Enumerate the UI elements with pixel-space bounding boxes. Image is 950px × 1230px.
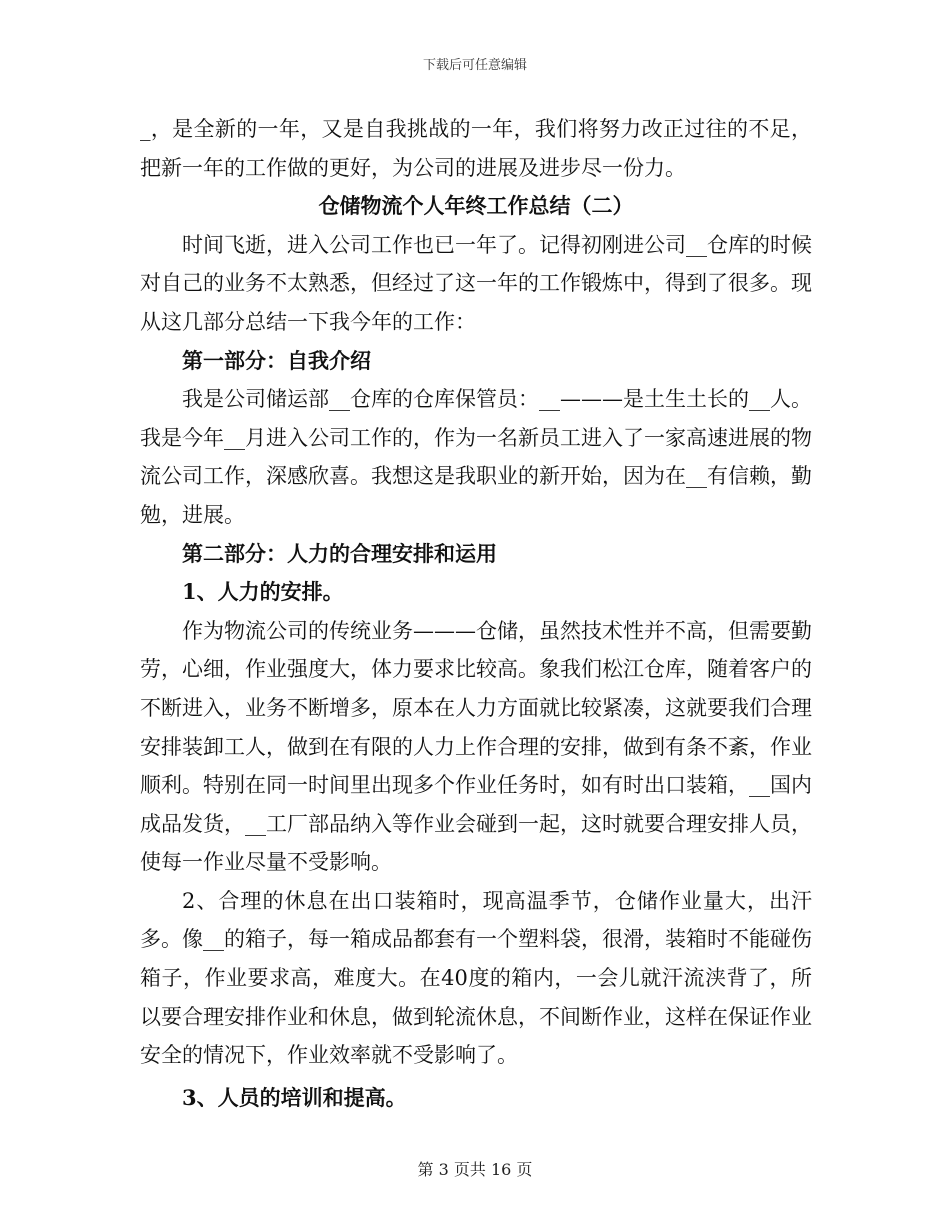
heading-part-two: 第二部分：人力的合理安排和运用 xyxy=(182,540,497,566)
paragraph-intro-continuation: _，是全新的一年，又是自我挑战的一年，我们将努力改正过往的不足，把新一年的工作做的更好，为公司的进展及进步尽一份力。 xyxy=(140,117,812,180)
page-header-note: 下载后可任意编辑 xyxy=(422,58,527,73)
paragraph-staff-arrangement: 作为物流公司的传统业务———仓储，虽然技术性并不高，但需要勤劳，心细，作业强度大，体力要求比较高。象我们松江仓库，随着客户的不断进入，业务不断增多，原本在人力方面就比较紧凑，这就要我们合理安排装卸工人，做到在有限的人力上作合理的安排，做到有条不紊，作业顺利。特别在同一时间里出现多个作业任务时，如有时出口装箱，__国内成品发货，__工厂部品纳入等作业会碰到一起，这时就要合理安排人员，使每一作业尽量不受影响。 xyxy=(140,618,812,875)
paragraph-self-intro: 我是公司储运部__仓库的仓库保管员：__———是土生土长的__人。我是今年__月进入公司工作的，作为一名新员工进入了一家高速进展的物流公司工作，深感欣喜。我想这是我职业的新开始，因为在__有信赖，勤勉，进展。 xyxy=(140,387,812,527)
heading-part-one: 第一部分：自我介绍 xyxy=(182,347,371,373)
document-body xyxy=(140,110,812,1117)
heading-staff-arrangement: 1、人力的安排。 xyxy=(182,579,344,605)
paragraph-opening: 时间飞逝，进入公司工作也已一年了。记得初刚进公司__仓库的时候对自己的业务不太熟悉，但经过了这一年的工作锻炼中，得到了很多。现从这几部分总结一下我今年的工作： xyxy=(140,232,812,334)
page-number: 第 3 页共 16 页 xyxy=(417,1160,533,1179)
section-title: 仓储物流个人年终工作总结（二） xyxy=(318,193,634,219)
heading-staff-training: 3、人员的培训和提高。 xyxy=(182,1084,407,1110)
paragraph-rest-arrangement: 2、合理的休息在出口装箱时，现高温季节，仓储作业量大，出汗多。像__的箱子，每一箱成品都套有一个塑料袋，很滑，装箱时不能碰伤箱子，作业要求高，难度大。在40度的箱内，一会儿就汗流浃背了，所以要合理安排作业和休息，做到轮流休息，不间断作业，这样在保证作业安全的情况下，作业效率就不受影响了。 xyxy=(140,888,812,1068)
